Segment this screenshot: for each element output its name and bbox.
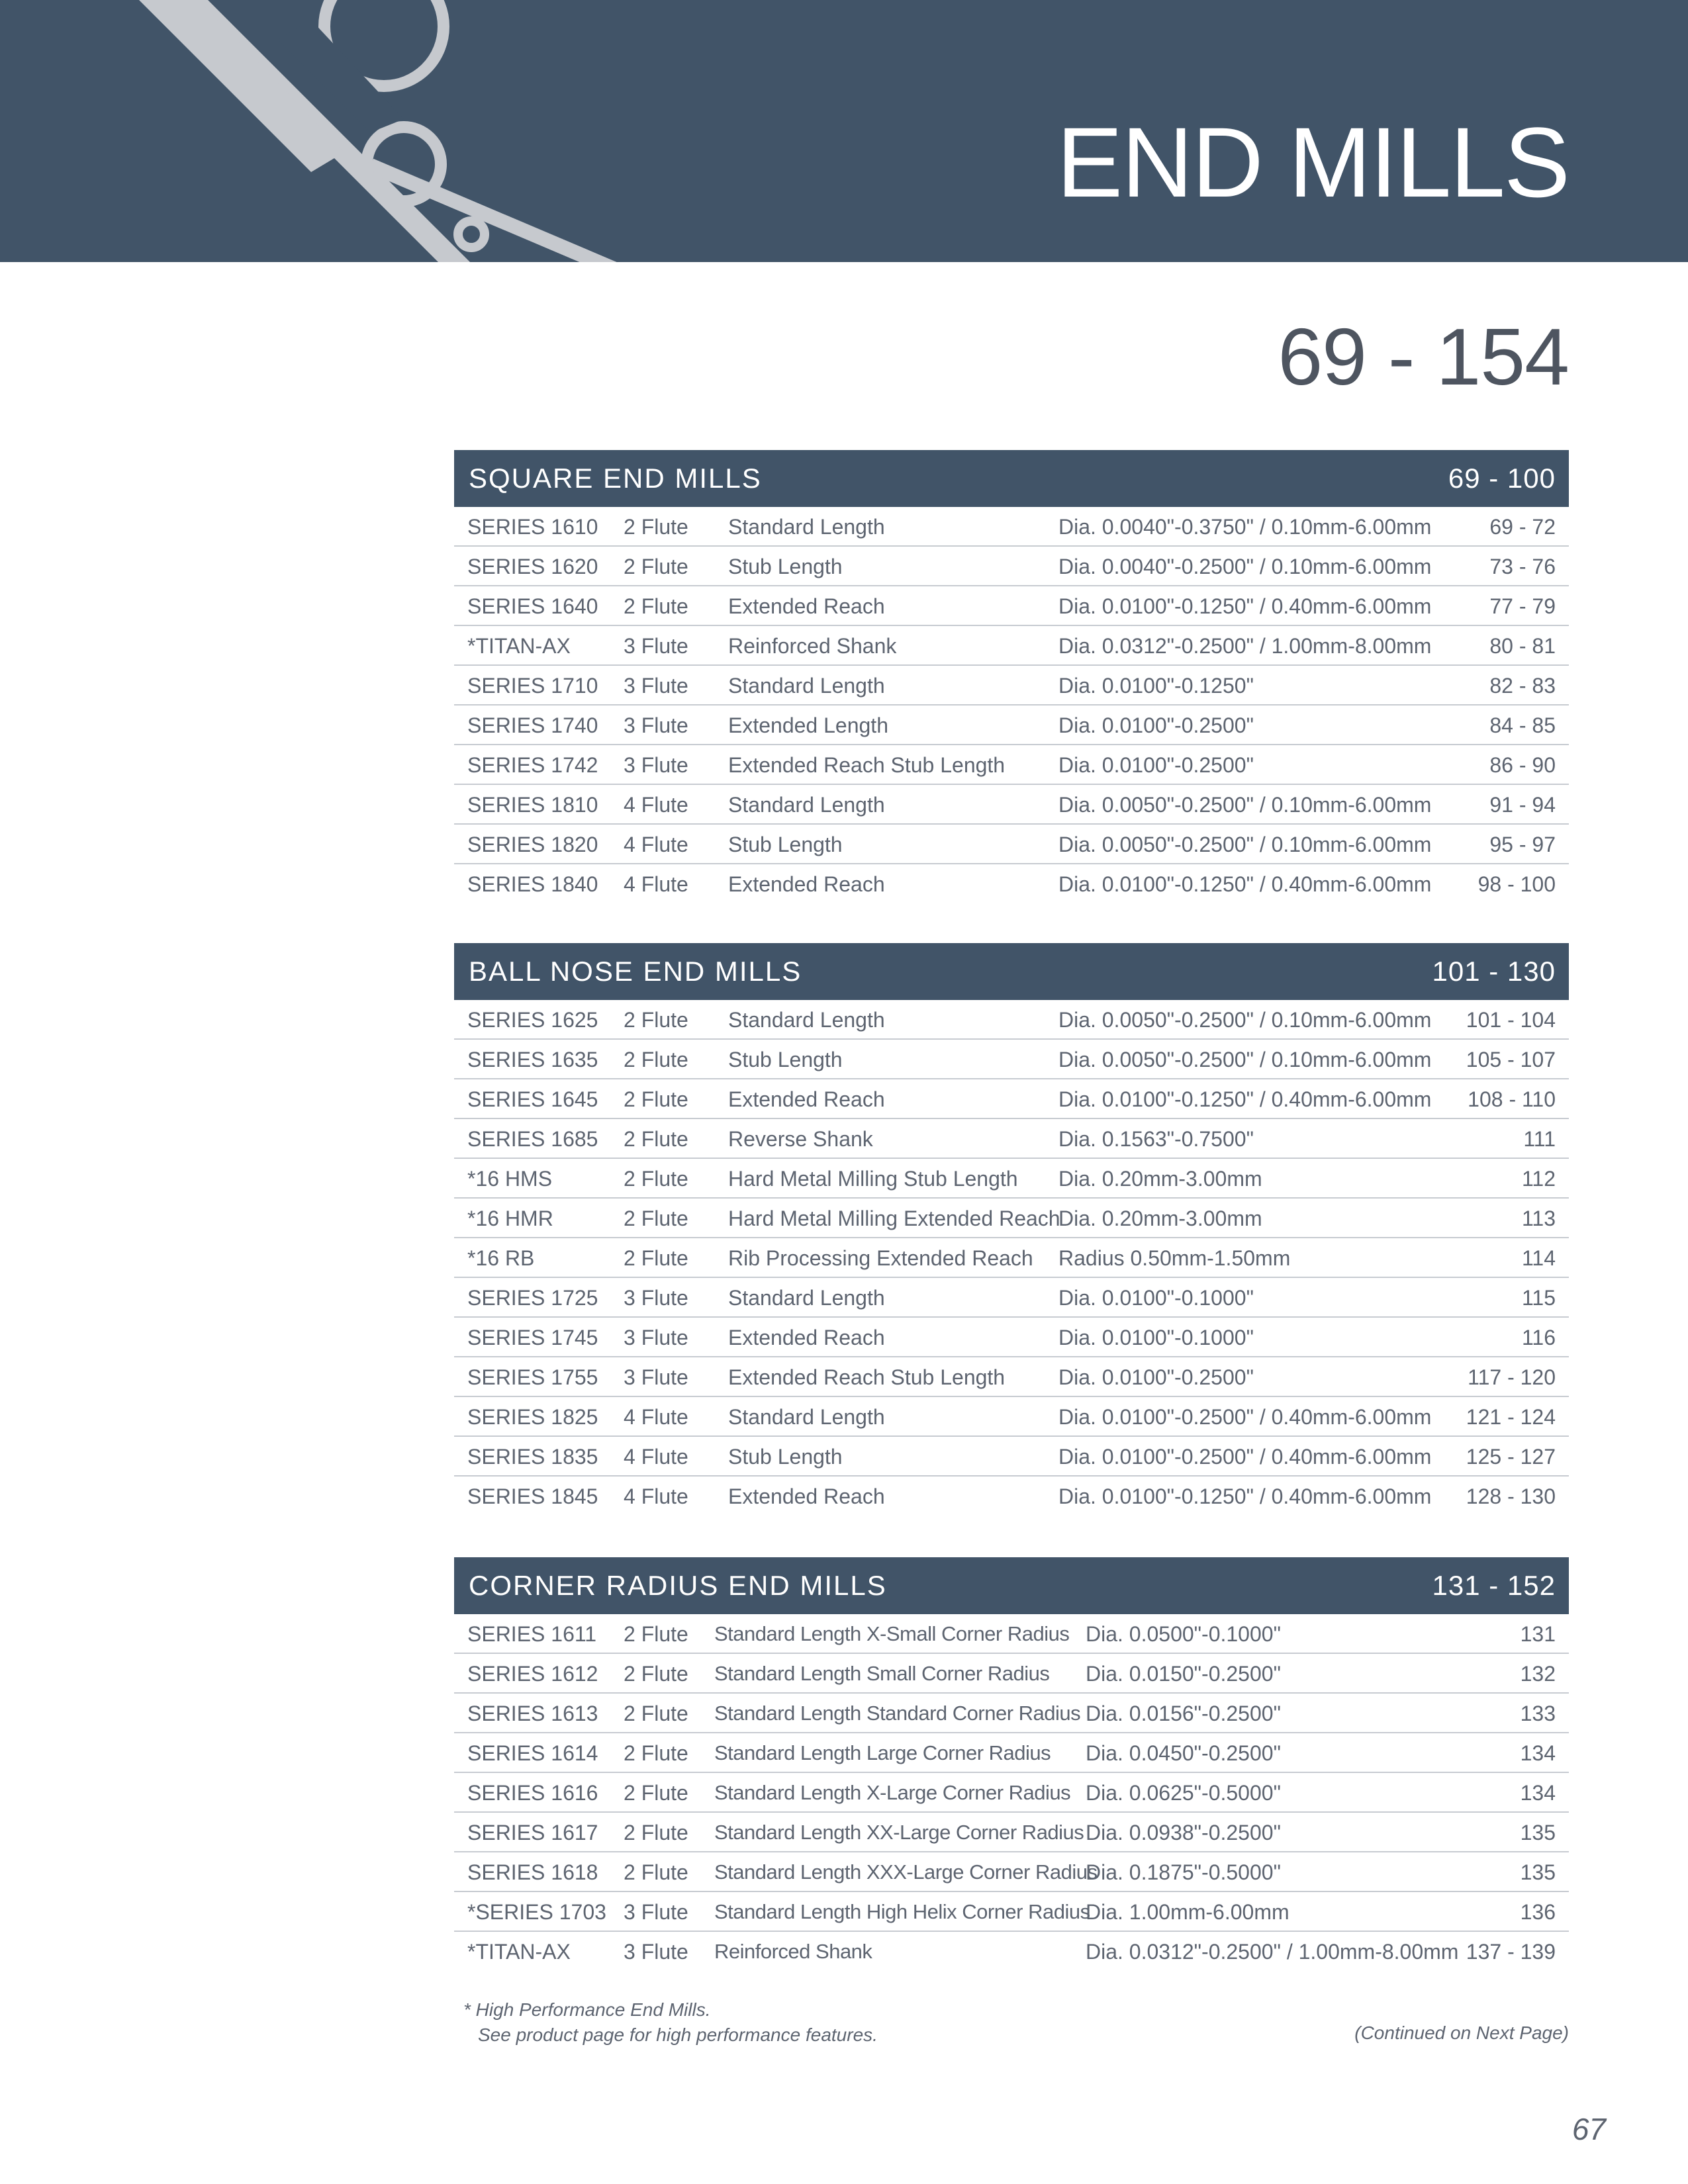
flute-cell: 4 Flute: [624, 833, 688, 856]
pages-cell: 133: [1520, 1702, 1556, 1725]
corner-radius-end-mills-section: [454, 1557, 1569, 1972]
section-title: BALL NOSE END MILLS: [469, 956, 802, 987]
type-cell: Standard Length Standard Corner Radius: [714, 1702, 1081, 1725]
footnote-line: * High Performance End Mills.: [463, 1999, 711, 2020]
ball-nose-end-mills-section: [454, 943, 1569, 1516]
diameter-cell: Dia. 0.0100"-0.2500": [1058, 713, 1254, 737]
pages-cell: 112: [1521, 1167, 1556, 1191]
table-row: [454, 1318, 1569, 1357]
type-cell: Standard Length: [728, 793, 885, 817]
pages-cell: 113: [1521, 1206, 1556, 1230]
diameter-cell: Dia. 0.0050"-0.2500" / 0.10mm-6.00mm: [1058, 1008, 1432, 1032]
series-cell: SERIES 1825: [467, 1405, 598, 1429]
pages-cell: 95 - 97: [1489, 833, 1556, 856]
flute-cell: 2 Flute: [624, 1127, 688, 1151]
flute-cell: 4 Flute: [624, 872, 688, 896]
diameter-cell: Dia. 0.0156"-0.2500": [1086, 1702, 1281, 1725]
series-cell: SERIES 1845: [467, 1484, 598, 1508]
page-header: [0, 0, 1688, 262]
table-row: [454, 1477, 1569, 1516]
diameter-cell: Dia. 0.0100"-0.1250" / 0.40mm-6.00mm: [1058, 872, 1432, 896]
diameter-cell: Dia. 0.0050"-0.2500" / 0.10mm-6.00mm: [1058, 793, 1432, 817]
diameter-cell: Dia. 0.0100"-0.2500" / 0.40mm-6.00mm: [1058, 1405, 1432, 1429]
series-cell: SERIES 1616: [467, 1781, 598, 1805]
pages-cell: 98 - 100: [1477, 872, 1556, 896]
flute-cell: 2 Flute: [624, 1821, 688, 1844]
flute-cell: 2 Flute: [624, 555, 688, 578]
type-cell: Stub Length: [728, 1048, 843, 1071]
type-cell: Standard Length X-Large Corner Radius: [714, 1781, 1071, 1804]
diameter-cell: Dia. 0.0100"-0.1250" / 0.40mm-6.00mm: [1058, 1087, 1432, 1111]
type-cell: Rib Processing Extended Reach: [728, 1246, 1033, 1270]
flute-cell: 2 Flute: [624, 1008, 688, 1032]
series-cell: *16 HMS: [467, 1167, 553, 1191]
pages-cell: 91 - 94: [1489, 793, 1556, 817]
flute-cell: 3 Flute: [624, 713, 688, 737]
pages-cell: 80 - 81: [1489, 634, 1556, 658]
type-cell: Reinforced Shank: [728, 634, 897, 658]
table-row: [454, 626, 1569, 666]
diameter-cell: Radius 0.50mm-1.50mm: [1058, 1246, 1291, 1270]
flute-cell: 2 Flute: [624, 1662, 688, 1686]
table-row: [454, 1773, 1569, 1813]
series-cell: *SERIES 1703: [467, 1900, 606, 1924]
pages-cell: 77 - 79: [1489, 594, 1556, 618]
type-cell: Extended Reach Stub Length: [728, 753, 1006, 777]
section-pages: 69 - 100: [1448, 463, 1556, 494]
type-cell: Stub Length: [728, 833, 843, 856]
flute-cell: 3 Flute: [624, 1286, 688, 1310]
series-cell: SERIES 1710: [467, 674, 598, 698]
flute-cell: 2 Flute: [624, 1860, 688, 1884]
series-cell: SERIES 1617: [467, 1821, 598, 1844]
table-row: [454, 1357, 1569, 1397]
pages-cell: 86 - 90: [1489, 753, 1556, 777]
diameter-cell: Dia. 0.0450"-0.2500": [1086, 1741, 1281, 1765]
square-end-mills-section: [454, 450, 1569, 904]
page-title: END MILLS: [1056, 107, 1569, 218]
type-cell: Standard Length: [728, 1286, 885, 1310]
section-pages: 131 - 152: [1432, 1570, 1556, 1601]
flute-cell: 3 Flute: [624, 1365, 688, 1389]
type-cell: Standard Length XX-Large Corner Radius: [714, 1821, 1084, 1844]
series-cell: SERIES 1755: [467, 1365, 598, 1389]
diameter-cell: Dia. 0.0100"-0.1250": [1058, 674, 1254, 698]
table-row: [454, 1159, 1569, 1199]
pages-cell: 121 - 124: [1466, 1405, 1556, 1429]
product-table: [454, 1000, 1569, 1516]
flute-cell: 2 Flute: [624, 1741, 688, 1765]
series-cell: SERIES 1742: [467, 753, 598, 777]
diameter-cell: Dia. 0.0312"-0.2500" / 1.00mm-8.00mm: [1086, 1940, 1459, 1964]
series-cell: SERIES 1610: [467, 515, 598, 539]
diameter-cell: Dia. 0.0050"-0.2500" / 0.10mm-6.00mm: [1058, 833, 1432, 856]
pages-cell: 137 - 139: [1466, 1940, 1556, 1964]
diameter-cell: Dia. 0.0100"-0.1250" / 0.40mm-6.00mm: [1058, 594, 1432, 618]
table-row: [454, 1278, 1569, 1318]
type-cell: Standard Length: [728, 1008, 885, 1032]
type-cell: Hard Metal Milling Stub Length: [728, 1167, 1018, 1191]
page-number: 67: [1571, 2112, 1606, 2146]
diameter-cell: Dia. 0.20mm-3.00mm: [1058, 1206, 1262, 1230]
table-row: [454, 586, 1569, 626]
diameter-cell: Dia. 0.0500"-0.1000": [1086, 1622, 1281, 1646]
series-cell: SERIES 1613: [467, 1702, 598, 1725]
table-row: [454, 1852, 1569, 1892]
table-row: [454, 1654, 1569, 1694]
section-title: SQUARE END MILLS: [469, 463, 762, 494]
pages-cell: 105 - 107: [1466, 1048, 1556, 1071]
flute-cell: 4 Flute: [624, 1405, 688, 1429]
diameter-cell: Dia. 0.0100"-0.1000": [1058, 1326, 1254, 1349]
flute-cell: 2 Flute: [624, 1702, 688, 1725]
type-cell: Standard Length X-Small Corner Radius: [714, 1622, 1070, 1645]
diameter-cell: Dia. 0.0625"-0.5000": [1086, 1781, 1281, 1805]
series-cell: SERIES 1614: [467, 1741, 598, 1765]
diameter-cell: Dia. 0.0050"-0.2500" / 0.10mm-6.00mm: [1058, 1048, 1432, 1071]
pages-cell: 134: [1520, 1741, 1556, 1765]
flute-cell: 2 Flute: [624, 1246, 688, 1270]
diameter-cell: Dia. 0.0100"-0.1000": [1058, 1286, 1254, 1310]
diameter-cell: Dia. 0.0100"-0.2500": [1058, 1365, 1254, 1389]
table-row: [454, 1040, 1569, 1079]
series-cell: SERIES 1685: [467, 1127, 598, 1151]
table-row: [454, 666, 1569, 705]
diameter-cell: Dia. 0.1875"-0.5000": [1086, 1860, 1281, 1884]
flute-cell: 4 Flute: [624, 1445, 688, 1469]
series-cell: SERIES 1640: [467, 594, 598, 618]
pages-cell: 84 - 85: [1489, 713, 1556, 737]
pages-cell: 114: [1521, 1246, 1556, 1270]
series-cell: SERIES 1612: [467, 1662, 598, 1686]
section-pages: 101 - 130: [1432, 956, 1556, 987]
flute-cell: 3 Flute: [624, 634, 688, 658]
series-cell: SERIES 1618: [467, 1860, 598, 1884]
series-cell: SERIES 1725: [467, 1286, 598, 1310]
table-row: [454, 1238, 1569, 1278]
continued-note: (Continued on Next Page): [1354, 2023, 1569, 2043]
pages-cell: 111: [1523, 1127, 1556, 1151]
table-row: [454, 1437, 1569, 1477]
product-table: [454, 507, 1569, 904]
pages-cell: 115: [1521, 1286, 1556, 1310]
table-row: [454, 1397, 1569, 1437]
series-cell: SERIES 1835: [467, 1445, 598, 1469]
pages-cell: 82 - 83: [1489, 674, 1556, 698]
flute-cell: 2 Flute: [624, 594, 688, 618]
section-header: [454, 1557, 1569, 1614]
pages-cell: 128 - 130: [1466, 1484, 1556, 1508]
series-cell: SERIES 1611: [467, 1622, 597, 1646]
pages-cell: 108 - 110: [1468, 1087, 1556, 1111]
flute-cell: 2 Flute: [624, 1622, 688, 1646]
series-cell: SERIES 1745: [467, 1326, 598, 1349]
flute-cell: 2 Flute: [624, 1167, 688, 1191]
flute-cell: 3 Flute: [624, 753, 688, 777]
series-cell: SERIES 1635: [467, 1048, 598, 1071]
table-row: [454, 1733, 1569, 1773]
type-cell: Standard Length Large Corner Radius: [714, 1741, 1051, 1764]
type-cell: Standard Length: [728, 674, 885, 698]
diameter-cell: Dia. 0.0040"-0.2500" / 0.10mm-6.00mm: [1058, 555, 1432, 578]
table-row: [454, 825, 1569, 864]
diameter-cell: Dia. 0.20mm-3.00mm: [1058, 1167, 1262, 1191]
series-cell: *16 RB: [467, 1246, 535, 1270]
type-cell: Standard Length: [728, 515, 885, 539]
diameter-cell: Dia. 0.0040"-0.3750" / 0.10mm-6.00mm: [1058, 515, 1432, 539]
pages-cell: 73 - 76: [1489, 555, 1556, 578]
type-cell: Extended Reach: [728, 872, 885, 896]
series-cell: SERIES 1620: [467, 555, 598, 578]
series-cell: SERIES 1740: [467, 713, 598, 737]
type-cell: Reverse Shank: [728, 1127, 873, 1151]
footnote-line: See product page for high performance features.: [478, 2025, 878, 2045]
table-row: [454, 1119, 1569, 1159]
flute-cell: 2 Flute: [624, 1087, 688, 1111]
type-cell: Standard Length XXX-Large Corner Radius: [714, 1860, 1098, 1884]
table-row: [454, 547, 1569, 586]
diameter-cell: Dia. 0.0938"-0.2500": [1086, 1821, 1281, 1844]
type-cell: Extended Reach: [728, 1484, 885, 1508]
pages-cell: 132: [1520, 1662, 1556, 1686]
end-mill-graphic-icon: [0, 0, 662, 262]
diameter-cell: Dia. 0.0150"-0.2500": [1086, 1662, 1281, 1686]
flute-cell: 2 Flute: [624, 1781, 688, 1805]
footnote: [463, 1997, 878, 2048]
type-cell: Extended Reach: [728, 594, 885, 618]
page-range: 69 - 154: [1278, 312, 1569, 402]
type-cell: Reinforced Shank: [714, 1940, 872, 1963]
flute-cell: 3 Flute: [624, 674, 688, 698]
flute-cell: 2 Flute: [624, 515, 688, 539]
diameter-cell: Dia. 0.0100"-0.2500": [1058, 753, 1254, 777]
table-row: [454, 785, 1569, 825]
diameter-cell: Dia. 1.00mm-6.00mm: [1086, 1900, 1289, 1924]
series-cell: *TITAN-AX: [467, 634, 571, 658]
series-cell: SERIES 1840: [467, 872, 598, 896]
flute-cell: 2 Flute: [624, 1206, 688, 1230]
pages-cell: 101 - 104: [1466, 1008, 1556, 1032]
flute-cell: 3 Flute: [624, 1326, 688, 1349]
flute-cell: 2 Flute: [624, 1048, 688, 1071]
pages-cell: 116: [1521, 1326, 1556, 1349]
pages-cell: 135: [1520, 1821, 1556, 1844]
series-cell: SERIES 1820: [467, 833, 598, 856]
table-row: [454, 1694, 1569, 1733]
table-row: [454, 864, 1569, 904]
type-cell: Extended Reach: [728, 1326, 885, 1349]
section-header: [454, 943, 1569, 1000]
type-cell: Standard Length High Helix Corner Radius: [714, 1900, 1090, 1923]
table-row: [454, 507, 1569, 547]
section-title: CORNER RADIUS END MILLS: [469, 1570, 887, 1601]
diameter-cell: Dia. 0.1563"-0.7500": [1058, 1127, 1254, 1151]
product-table: [454, 1614, 1569, 1972]
series-cell: *TITAN-AX: [467, 1940, 571, 1964]
series-cell: SERIES 1625: [467, 1008, 598, 1032]
section-header: [454, 450, 1569, 507]
flute-cell: 3 Flute: [624, 1940, 688, 1964]
type-cell: Extended Reach: [728, 1087, 885, 1111]
flute-cell: 4 Flute: [624, 793, 688, 817]
table-row: [454, 1932, 1569, 1972]
diameter-cell: Dia. 0.0312"-0.2500" / 1.00mm-8.00mm: [1058, 634, 1432, 658]
type-cell: Extended Reach Stub Length: [728, 1365, 1006, 1389]
series-cell: SERIES 1810: [467, 793, 598, 817]
type-cell: Standard Length Small Corner Radius: [714, 1662, 1050, 1685]
table-row: [454, 1000, 1569, 1040]
flute-cell: 4 Flute: [624, 1484, 688, 1508]
table-row: [454, 1199, 1569, 1238]
pages-cell: 131: [1520, 1622, 1556, 1646]
diameter-cell: Dia. 0.0100"-0.2500" / 0.40mm-6.00mm: [1058, 1445, 1432, 1469]
pages-cell: 117 - 120: [1468, 1365, 1556, 1389]
table-row: [454, 1614, 1569, 1654]
pages-cell: 135: [1520, 1860, 1556, 1884]
type-cell: Stub Length: [728, 555, 843, 578]
diameter-cell: Dia. 0.0100"-0.1250" / 0.40mm-6.00mm: [1058, 1484, 1432, 1508]
table-row: [454, 1813, 1569, 1852]
table-row: [454, 745, 1569, 785]
type-cell: Hard Metal Milling Extended Reach: [728, 1206, 1060, 1230]
type-cell: Extended Length: [728, 713, 888, 737]
pages-cell: 69 - 72: [1489, 515, 1556, 539]
flute-cell: 3 Flute: [624, 1900, 688, 1924]
table-row: [454, 705, 1569, 745]
pages-cell: 134: [1520, 1781, 1556, 1805]
series-cell: SERIES 1645: [467, 1087, 598, 1111]
table-row: [454, 1079, 1569, 1119]
type-cell: Stub Length: [728, 1445, 843, 1469]
pages-cell: 136: [1520, 1900, 1556, 1924]
table-row: [454, 1892, 1569, 1932]
series-cell: *16 HMR: [467, 1206, 553, 1230]
type-cell: Standard Length: [728, 1405, 885, 1429]
pages-cell: 125 - 127: [1466, 1445, 1556, 1469]
